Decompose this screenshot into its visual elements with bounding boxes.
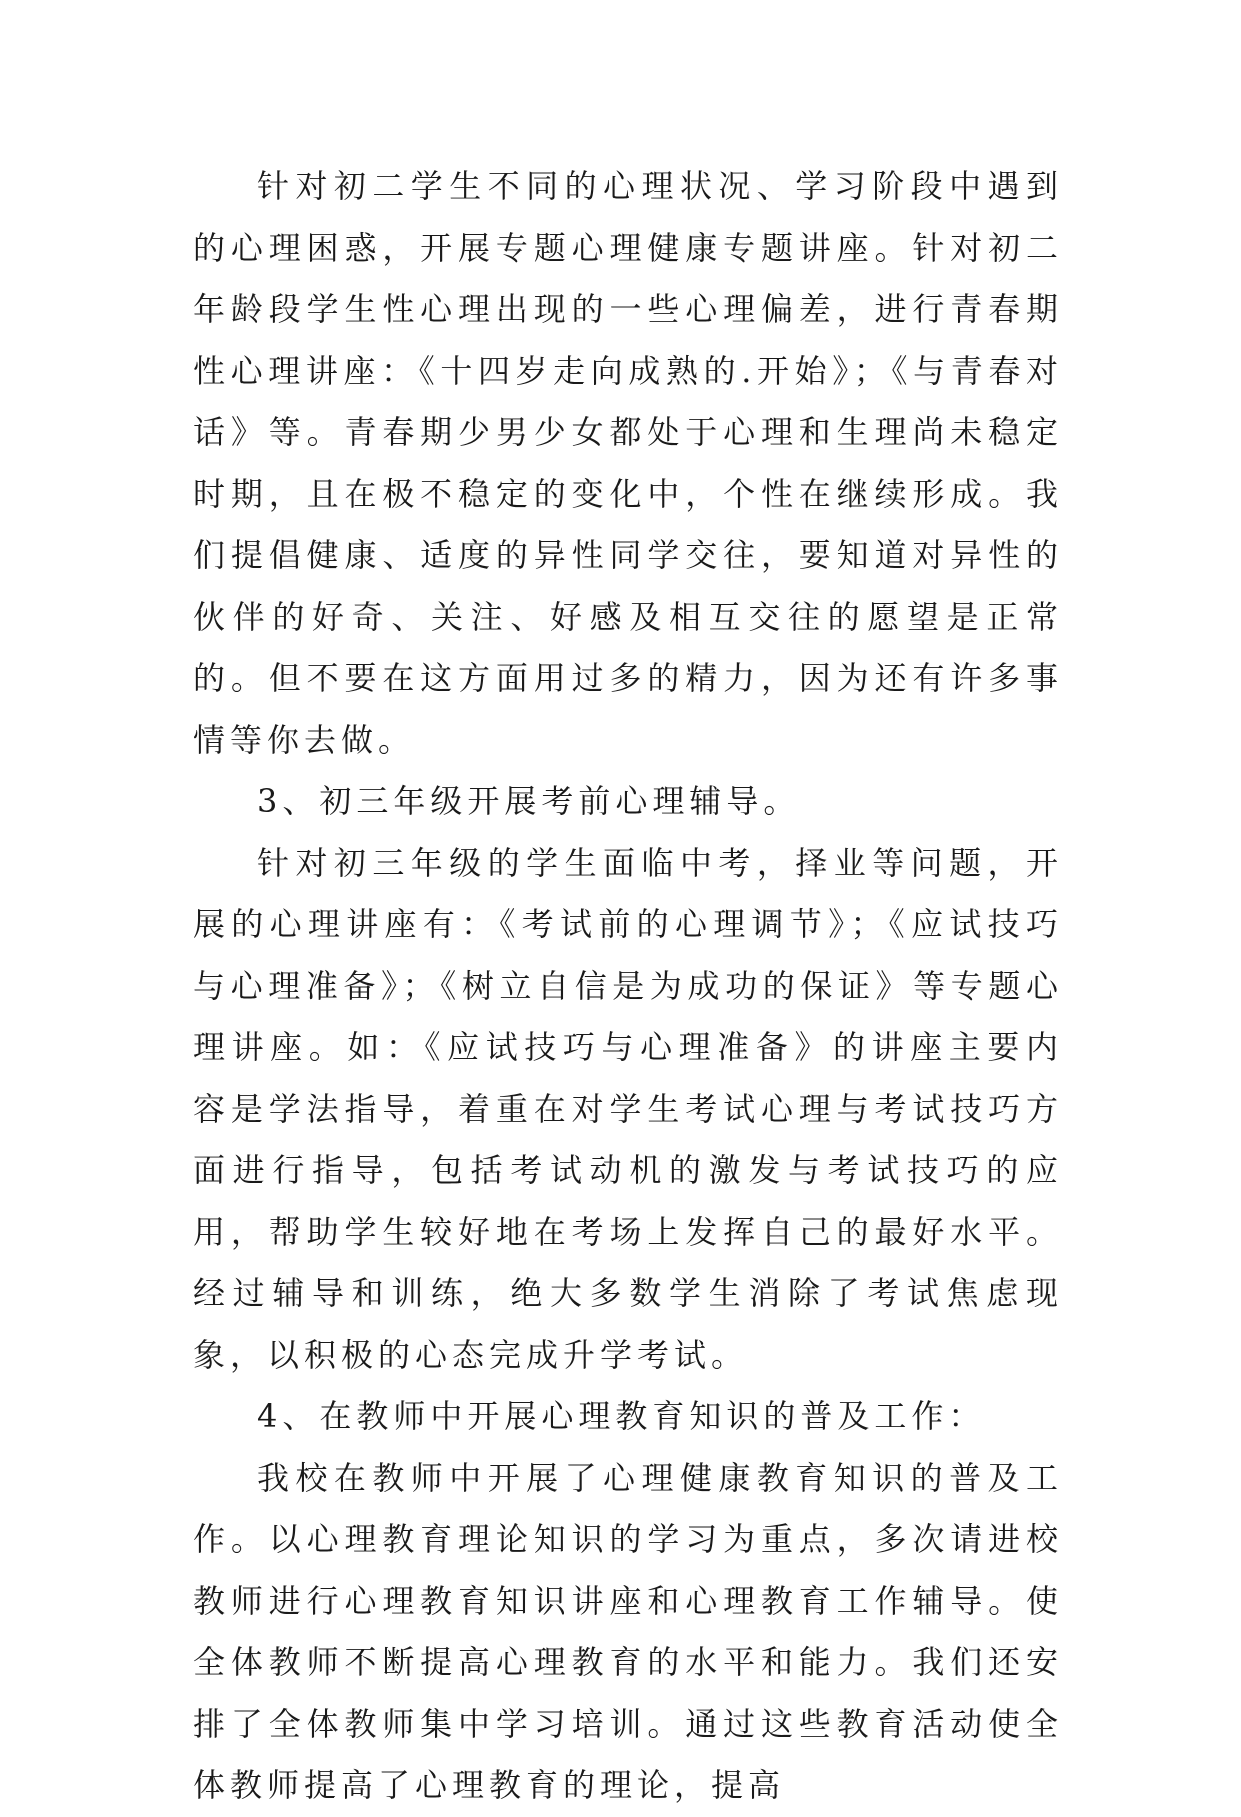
paragraph-teacher-training: 我校在教师中开展了心理健康教育知识的普及工作。以心理教育理论知识的学习为重点，多次请进校教师进行心理教育知识讲座和心理教育工作辅导。使全体教师不断提高心理教育的水平和能力。我们还安排了全体教师集中学习培训。通过这些教育活动使全体教师提高了心理教育的理论，提高 — [193, 1458, 1063, 1804]
document-body — [193, 156, 1063, 1817]
heading-grade3-counseling: 3、初三年级开展考前心理辅导。 — [257, 782, 801, 820]
heading-teacher-training: 4、在教师中开展心理教育知识的普及工作： — [257, 1397, 986, 1435]
paragraph-grade2-lectures: 针对初二学生不同的心理状况、学习阶段中遇到的心理困惑，开展专题心理健康专题讲座。针对初二年龄段学生性心理出现的一些心理偏差，进行青春期性心理讲座：《十四岁走向成熟的.开始》；《与青春对话》等。青春期少男少女都处于心理和生理尚未稳定时期，且在极不稳定的变化中，个性在继续形成。我们提倡健康、适度的异性同学交往，要知道对异性的伙伴的好奇、关注、好感及相互交往的愿望是正常的。但不要在这方面用过多的精力，因为还有许多事情等你去做。 — [193, 167, 1063, 759]
paragraph-grade3-lectures: 针对初三年级的学生面临中考，择业等问题，开展的心理讲座有：《考试前的心理调节》；《应试技巧与心理准备》；《树立自信是为成功的保证》等专题心理讲座。如：《应试技巧与心理准备》的讲座主要内容是学法指导，着重在对学生考试心理与考试技巧方面进行指导，包括考试动机的激发与考试技巧的应用，帮助学生较好地在考场上发挥自己的最好水平。 经过辅导和训练，绝大多数学生消除了考试焦虑现象，以积极的心态完成升学考试。 — [193, 843, 1063, 1374]
